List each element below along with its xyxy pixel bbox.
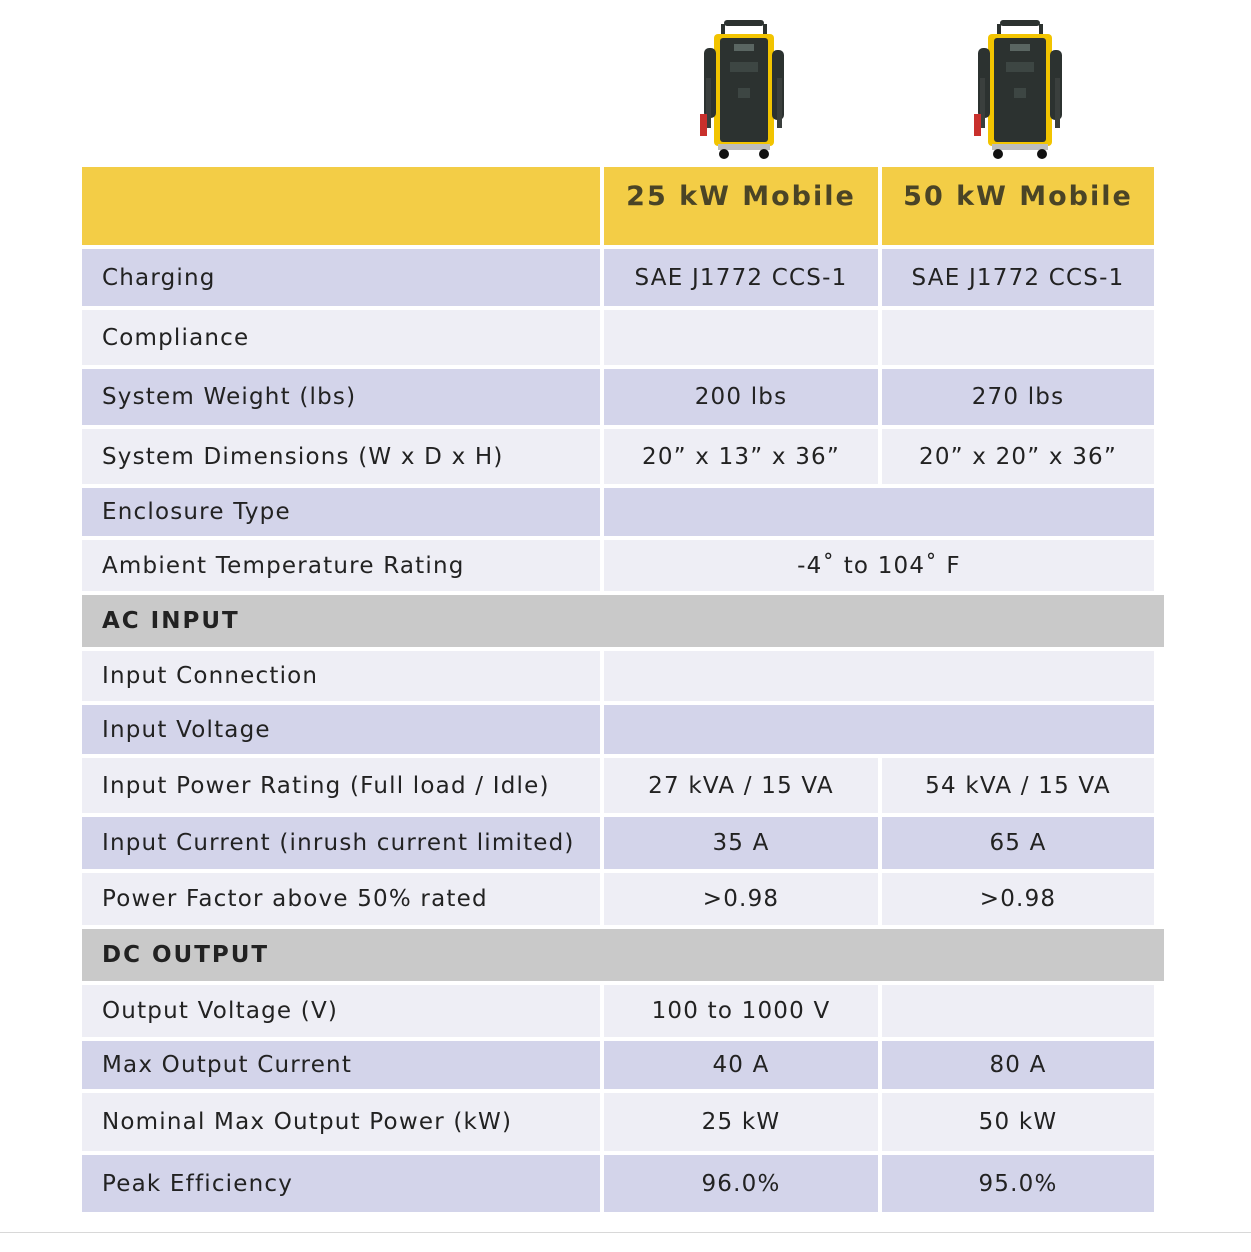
row-label: System Weight (lbs)	[82, 369, 604, 425]
section-title: AC INPUT	[82, 595, 1164, 647]
value-50kw: 270 lbs	[882, 369, 1160, 425]
row-label: Input Voltage	[82, 705, 604, 754]
value-25kw: 200 lbs	[604, 369, 882, 425]
value-25kw: SAE J1772 CCS-1	[604, 249, 882, 306]
value-50kw: >0.98	[882, 873, 1160, 925]
value-25kw: 96.0%	[604, 1155, 882, 1212]
value-25kw	[604, 310, 882, 365]
row-label: Max Output Current	[82, 1041, 604, 1089]
value-both	[604, 705, 1160, 754]
table-row-input-connection	[82, 651, 1164, 701]
row-label: Compliance	[82, 310, 604, 365]
table-row-input-current	[82, 817, 1164, 869]
mobile-charger-icon	[970, 18, 1070, 160]
value-25kw: 20” x 13” x 36”	[604, 429, 882, 484]
table-row-charging	[82, 249, 1164, 306]
product-image-50kw	[970, 18, 1070, 160]
table-row-compliance	[82, 310, 1164, 365]
table-row-enclosure	[82, 488, 1164, 536]
row-label: Input Power Rating (Full load / Idle)	[82, 758, 604, 813]
row-label: Enclosure Type	[82, 488, 604, 536]
header-50kw: 50 kW Mobile	[882, 167, 1160, 245]
page-bottom-divider	[0, 1232, 1251, 1233]
product-image-25kw	[694, 18, 794, 160]
table-row-efficiency	[82, 1155, 1164, 1212]
table-row-max-power	[82, 1093, 1164, 1151]
row-label: Power Factor above 50% rated	[82, 873, 604, 925]
row-label: Input Current (inrush current limited)	[82, 817, 604, 869]
row-label: Charging	[82, 249, 604, 306]
value-25kw: 35 A	[604, 817, 882, 869]
row-label: Output Voltage (V)	[82, 985, 604, 1037]
table-row-input-voltage	[82, 705, 1164, 754]
value-50kw: 54 kVA / 15 VA	[882, 758, 1160, 813]
mobile-charger-icon	[694, 18, 794, 160]
value-25kw: 25 kW	[604, 1093, 882, 1151]
value-50kw: SAE J1772 CCS-1	[882, 249, 1160, 306]
value-both	[604, 651, 1160, 701]
value-50kw: 50 kW	[882, 1093, 1160, 1151]
header-blank-cell	[82, 167, 604, 245]
table-row-weight	[82, 369, 1164, 425]
row-label: Peak Efficiency	[82, 1155, 604, 1212]
value-both: -4˚ to 104˚ F	[604, 540, 1160, 591]
value-25kw: 100 to 1000 V	[604, 985, 882, 1037]
value-50kw: 65 A	[882, 817, 1160, 869]
value-25kw: >0.98	[604, 873, 882, 925]
value-both	[604, 488, 1160, 536]
row-label: System Dimensions (W x D x H)	[82, 429, 604, 484]
value-50kw	[882, 310, 1160, 365]
row-label: Nominal Max Output Power (kW)	[82, 1093, 604, 1151]
table-row-power-factor	[82, 873, 1164, 925]
row-label: Ambient Temperature Rating	[82, 540, 604, 591]
section-ac-input	[82, 595, 1164, 647]
value-50kw: 80 A	[882, 1041, 1160, 1089]
value-50kw	[882, 985, 1160, 1037]
row-label: Input Connection	[82, 651, 604, 701]
spec-table	[82, 167, 1164, 1212]
value-50kw: 20” x 20” x 36”	[882, 429, 1160, 484]
header-25kw: 25 kW Mobile	[604, 167, 882, 245]
section-title: DC OUTPUT	[82, 929, 1164, 981]
section-dc-output	[82, 929, 1164, 981]
table-row-max-current	[82, 1041, 1164, 1089]
value-50kw: 95.0%	[882, 1155, 1160, 1212]
table-row-ambient	[82, 540, 1164, 591]
value-25kw: 27 kVA / 15 VA	[604, 758, 882, 813]
value-25kw: 40 A	[604, 1041, 882, 1089]
table-row-input-power	[82, 758, 1164, 813]
table-header-row	[82, 167, 1164, 249]
table-row-output-voltage	[82, 985, 1164, 1037]
table-row-dimensions	[82, 429, 1164, 484]
